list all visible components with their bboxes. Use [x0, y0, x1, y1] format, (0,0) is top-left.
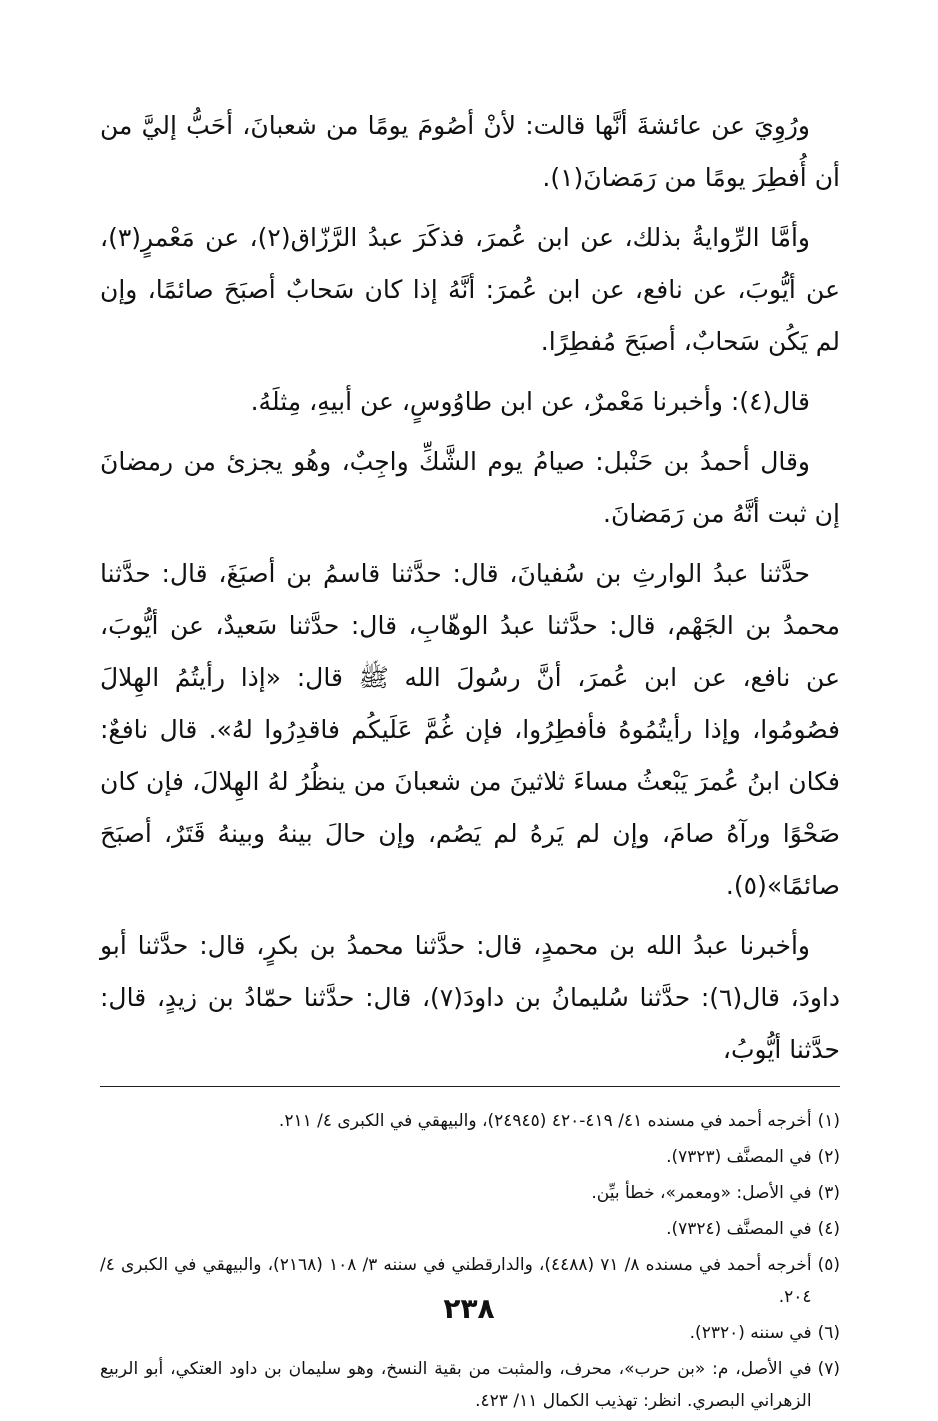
- document-page: [100, 100, 840, 1421]
- footnote-number: (٢): [817, 1147, 840, 1167]
- paragraph-abu-dawud-chain: وأخبرنا عبدُ الله بن محمدٍ، قال: حدَّثنا محمدُ بن بكرٍ، قال: حدَّثنا أبو داودَ، قال(٦): حدَّثنا سُليمانُ بن داودَ(٧)، قال: حدَّثنا حمّادُ بن زيدٍ، قال: حدَّثنا أيُّوبُ،: [100, 931, 840, 1064]
- footnote-number: (٣): [817, 1183, 840, 1203]
- footnote-text: في المصنَّف (٧٣٢٤).: [666, 1219, 812, 1239]
- footnote-item: [100, 1141, 840, 1173]
- footnote-text: في المصنَّف (٧٣٢٣).: [666, 1147, 812, 1167]
- paragraph-aisha-narration: ورُوِيَ عن عائشةَ أنَّها قالت: لأنْ أصُومَ يومًا من شعبانَ، أحَبُّ إليَّ من أن أُفطِرَ يومًا من رَمَضانَ(١).: [100, 111, 840, 192]
- page-number: ٢٣٨: [443, 1292, 495, 1325]
- footnote-item: [100, 1213, 840, 1245]
- footnote-text: في الأصل: «ومعمر»، خطأ بيِّن.: [591, 1183, 812, 1203]
- footnote-number: (٥): [817, 1255, 840, 1275]
- paragraph-hadith-hilal: حدَّثنا عبدُ الوارثِ بن سُفيانَ، قال: حدَّثنا قاسمُ بن أصبَغَ، قال: حدَّثنا محمدُ بن الجَهْم، قال: حدَّثنا عبدُ الوهّابِ، قال: حدَّثنا سَعيدٌ، عن أيُّوبَ، عن نافع، عن ابن عُمرَ، أنَّ رسُولَ الله ﷺ قال: «إذا رأيتُمُ الهِلالَ فصُومُوا، وإذا رأيتُمُوهُ فأفطِرُوا، فإن غُمَّ عَلَيكُم فاقدِرُوا لهُ». قال نافعٌ: فكان ابنُ عُمرَ يَبْعثُ مساءَ ثلاثينَ من شعبانَ من ينظُرُ لهُ الهِلالَ، فإن كان صَحْوًا ورآهُ صامَ، وإن لم يَرهُ لم يَصُم، وإن حالَ بينهُ وبينهُ قَتَرٌ، أصبَحَ صائمًا»(٥).: [100, 559, 840, 900]
- paragraph-ahmad-opinion: وقال أحمدُ بن حَنْبل: صيامُ يوم الشَّكِّ واجِبٌ، وهُو يجزئ من رمضانَ إن ثبت أنَّهُ من رَمَضانَ.: [100, 447, 840, 528]
- footnote-number: (١): [817, 1111, 840, 1131]
- footnote-number: (٤): [817, 1219, 840, 1239]
- footnote-item: [100, 1177, 840, 1209]
- paragraph-tawus-narration: قال(٤): وأخبرنا مَعْمرٌ، عن ابن طاوُوسٍ، عن أبيهِ، مِثلَهُ.: [250, 387, 810, 416]
- footnotes-section: [100, 1105, 840, 1417]
- footnote-text: في الأصل، م: «بن حرب»، محرف، والمثبت من بقية النسخ، وهو سليمان بن داود العتكي، أبو الربيع الزهراني البصري. انظر: تهذيب الكمال ١١/ ٤٢٣.: [100, 1359, 812, 1411]
- main-text-body: [100, 100, 840, 1076]
- footnote-text: أخرجه أحمد في مسنده ٤١/ ٤١٩-٤٢٠ (٢٤٩٤٥)، والبيهقي في الكبرى ٤/ ٢١١.: [278, 1111, 812, 1131]
- footnote-item: [100, 1105, 840, 1137]
- footnote-separator: [100, 1086, 840, 1087]
- footnote-text: أخرجه أحمد في مسنده ٨/ ٧١ (٤٤٨٨)، والدارقطني في سننه ٣/ ١٠٨ (٢١٦٨)، والبيهقي في الكبرى ٤/ ٢٠٤.: [100, 1255, 812, 1307]
- footnote-number: (٧): [817, 1359, 840, 1379]
- paragraph-ibn-umar-narration: وأمَّا الرِّوايةُ بذلك، عن ابن عُمرَ، فذكَرَ عبدُ الرَّزّاق(٢)، عن مَعْمرٍ(٣)، عن أيُّوبَ، عن نافع، عن ابن عُمرَ: أنَّهُ إذا كان سَحابٌ أصبَحَ صائمًا، وإن لم يَكُن سَحابٌ، أصبَحَ مُفطِرًا.: [100, 223, 840, 356]
- footnote-number: (٦): [817, 1323, 840, 1343]
- footnote-item: [100, 1353, 840, 1417]
- footnote-text: في سننه (٢٣٢٠).: [689, 1323, 812, 1343]
